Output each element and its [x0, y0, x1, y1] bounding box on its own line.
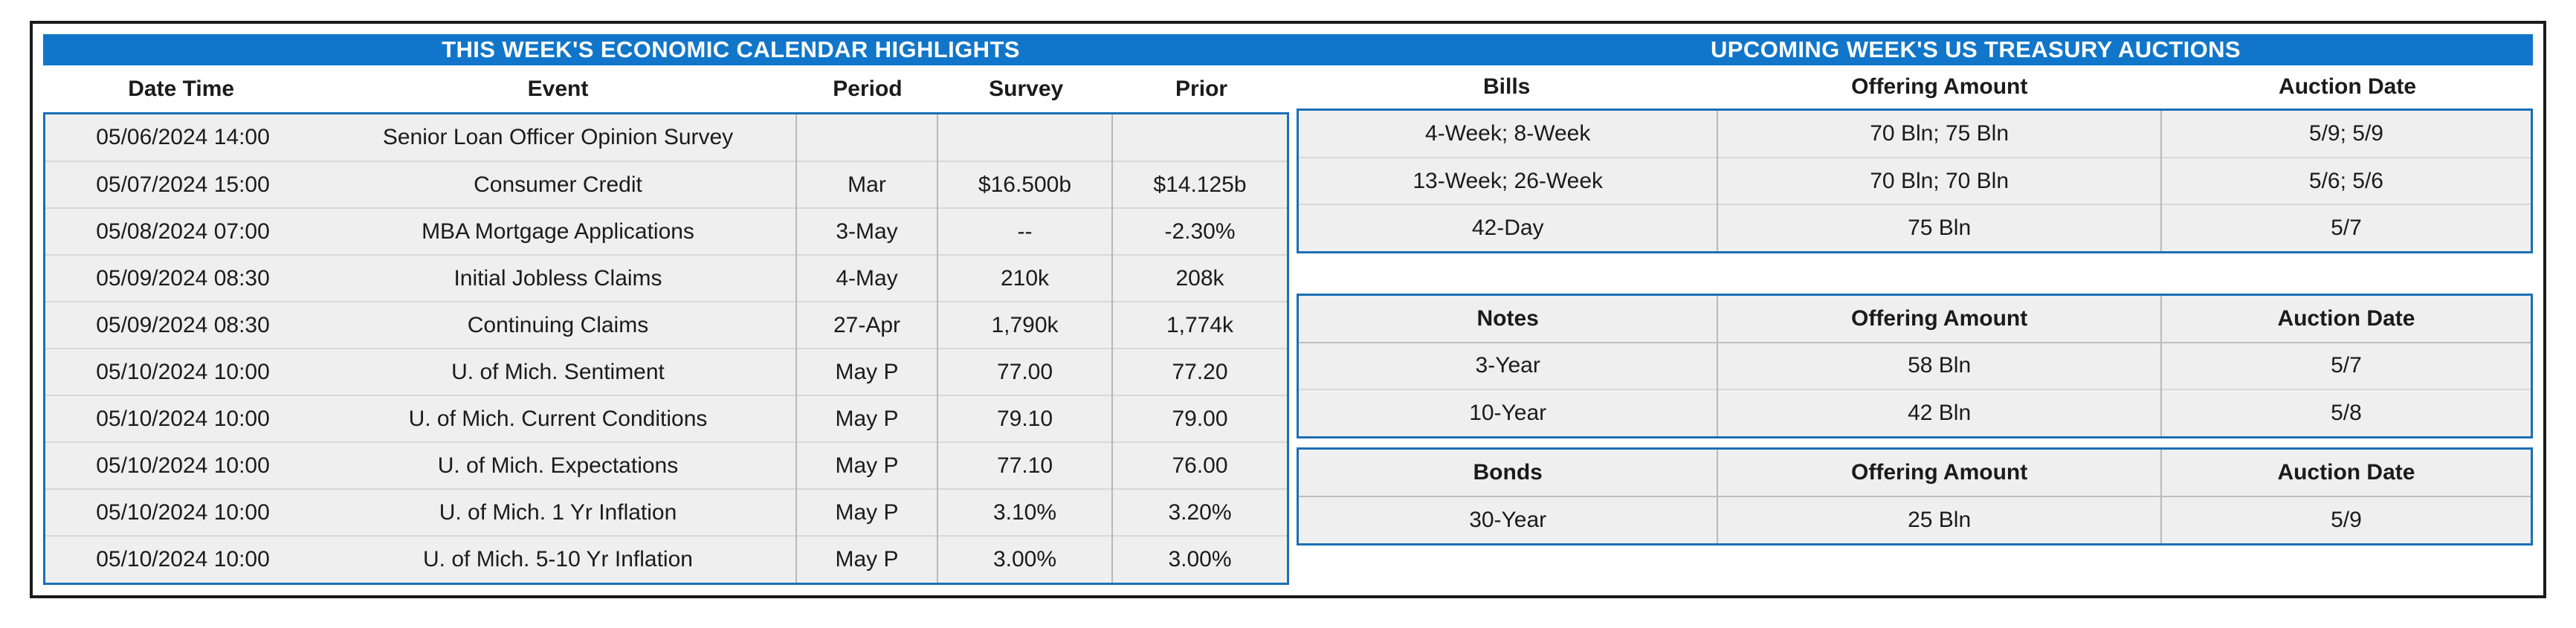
cell-prior: -2.30% [1112, 208, 1287, 255]
cell-security: 30-Year [1299, 496, 1717, 543]
cell-security: 42-Day [1299, 204, 1717, 251]
calendar-col-date-time: Date Time [43, 65, 319, 112]
cell-survey: 1,790k [937, 302, 1112, 349]
title-bar-row [43, 34, 2533, 65]
notes-header-row [1299, 296, 2531, 343]
calendar-header-table [43, 65, 1289, 112]
cell-amount: 70 Bln; 70 Bln [1717, 158, 2161, 204]
cell-event: U. of Mich. Sentiment [320, 349, 796, 395]
cell-amount: 58 Bln [1717, 343, 2161, 389]
bonds-table [1299, 450, 2531, 543]
table-row [1299, 389, 2531, 436]
cell-security: 3-Year [1299, 343, 1717, 389]
notes-table-frame [1297, 294, 2533, 438]
economic-calendar-panel [43, 65, 1289, 585]
calendar-col-period: Period [797, 65, 939, 112]
treasury-auctions-panel [1297, 65, 2533, 585]
cell-prior: 76.00 [1112, 442, 1287, 489]
cell-amount: 25 Bln [1717, 496, 2161, 543]
table-row [45, 255, 1287, 302]
bills-header-table [1297, 65, 2533, 109]
calendar-col-event: Event [319, 65, 796, 112]
cell-date: 05/10/2024 10:00 [45, 442, 320, 489]
notes-col-security: Notes [1299, 296, 1717, 343]
cell-period: May P [796, 395, 937, 442]
cell-period: May P [796, 349, 937, 395]
cell-survey: 210k [937, 255, 1112, 302]
cell-event: U. of Mich. Current Conditions [320, 395, 796, 442]
cell-amount: 70 Bln; 75 Bln [1717, 111, 2161, 158]
table-row [1299, 158, 2531, 204]
table-row [45, 349, 1287, 395]
bills-col-auction-date: Auction Date [2162, 65, 2533, 109]
cell-event: Senior Loan Officer Opinion Survey [320, 114, 796, 161]
cell-date: 05/09/2024 08:30 [45, 302, 320, 349]
cell-auction-date: 5/7 [2161, 204, 2531, 251]
cell-date: 05/09/2024 08:30 [45, 255, 320, 302]
cell-period: 3-May [796, 208, 937, 255]
table-row [1299, 111, 2531, 158]
cell-survey: 79.10 [937, 395, 1112, 442]
cell-period: 4-May [796, 255, 937, 302]
bonds-col-security: Bonds [1299, 450, 1717, 496]
calendar-header-row [43, 65, 1289, 112]
tables-row [43, 65, 2533, 585]
bills-table-frame [1297, 109, 2533, 253]
cell-period [796, 114, 937, 161]
cell-auction-date: 5/9 [2161, 496, 2531, 543]
cell-amount: 42 Bln [1717, 389, 2161, 436]
bills-col-security: Bills [1297, 65, 1717, 109]
table-row [1299, 343, 2531, 389]
bills-col-offering-amount: Offering Amount [1717, 65, 2162, 109]
table-row [1299, 204, 2531, 251]
report-content [43, 34, 2533, 585]
cell-prior: 3.00% [1112, 536, 1287, 583]
table-row [45, 536, 1287, 583]
cell-period: May P [796, 536, 937, 583]
cell-prior: 3.20% [1112, 489, 1287, 536]
cell-prior: 77.20 [1112, 349, 1287, 395]
cell-date: 05/10/2024 10:00 [45, 489, 320, 536]
notes-table [1299, 296, 2531, 436]
cell-event: MBA Mortgage Applications [320, 208, 796, 255]
cell-prior: $14.125b [1112, 161, 1287, 208]
table-row [45, 442, 1287, 489]
cell-security: 10-Year [1299, 389, 1717, 436]
cell-event: U. of Mich. Expectations [320, 442, 796, 489]
bills-header-row [1297, 65, 2533, 109]
cell-event: Consumer Credit [320, 161, 796, 208]
cell-date: 05/10/2024 10:00 [45, 536, 320, 583]
cell-auction-date: 5/7 [2161, 343, 2531, 389]
cell-prior [1112, 114, 1287, 161]
notes-col-auction-date: Auction Date [2161, 296, 2531, 343]
calendar-body-table [45, 114, 1287, 583]
cell-period: 27-Apr [796, 302, 937, 349]
cell-date: 05/07/2024 15:00 [45, 161, 320, 208]
calendar-col-survey: Survey [938, 65, 1114, 112]
cell-period: May P [796, 442, 937, 489]
bonds-col-offering-amount: Offering Amount [1717, 450, 2161, 496]
auction-gap [1297, 253, 2533, 294]
auction-bottom-gap [1297, 546, 2533, 586]
table-row [45, 395, 1287, 442]
cell-security: 4-Week; 8-Week [1299, 111, 1717, 158]
bills-body-table [1299, 111, 2531, 251]
cell-survey: 77.10 [937, 442, 1112, 489]
cell-survey: -- [937, 208, 1112, 255]
cell-period: Mar [796, 161, 937, 208]
table-row [45, 208, 1287, 255]
cell-prior: 79.00 [1112, 395, 1287, 442]
table-row [1299, 496, 2531, 543]
cell-event: Continuing Claims [320, 302, 796, 349]
table-row [45, 114, 1287, 161]
cell-survey: 3.10% [937, 489, 1112, 536]
cell-prior: 208k [1112, 255, 1287, 302]
economic-calendar-title: THIS WEEK'S ECONOMIC CALENDAR HIGHLIGHTS [43, 34, 1418, 65]
cell-survey: 3.00% [937, 536, 1112, 583]
cell-period: May P [796, 489, 937, 536]
cell-survey: $16.500b [937, 161, 1112, 208]
cell-date: 05/10/2024 10:00 [45, 395, 320, 442]
cell-auction-date: 5/6; 5/6 [2161, 158, 2531, 204]
cell-security: 13-Week; 26-Week [1299, 158, 1717, 204]
cell-prior: 1,774k [1112, 302, 1287, 349]
cell-survey: 77.00 [937, 349, 1112, 395]
cell-auction-date: 5/8 [2161, 389, 2531, 436]
cell-event: U. of Mich. 1 Yr Inflation [320, 489, 796, 536]
cell-survey [937, 114, 1112, 161]
cell-auction-date: 5/9; 5/9 [2161, 111, 2531, 158]
calendar-table-frame [43, 112, 1289, 585]
cell-date: 05/10/2024 10:00 [45, 349, 320, 395]
cell-date: 05/06/2024 14:00 [45, 114, 320, 161]
table-row [45, 489, 1287, 536]
treasury-auctions-title: UPCOMING WEEK'S US TREASURY AUCTIONS [1418, 34, 2533, 65]
report-outer-frame [30, 21, 2546, 598]
cell-event: Initial Jobless Claims [320, 255, 796, 302]
bonds-col-auction-date: Auction Date [2161, 450, 2531, 496]
cell-event: U. of Mich. 5-10 Yr Inflation [320, 536, 796, 583]
bonds-table-frame [1297, 447, 2533, 546]
cell-date: 05/08/2024 07:00 [45, 208, 320, 255]
table-row [45, 161, 1287, 208]
bonds-header-row [1299, 450, 2531, 496]
cell-amount: 75 Bln [1717, 204, 2161, 251]
table-row [45, 302, 1287, 349]
calendar-col-prior: Prior [1114, 65, 1289, 112]
notes-col-offering-amount: Offering Amount [1717, 296, 2161, 343]
